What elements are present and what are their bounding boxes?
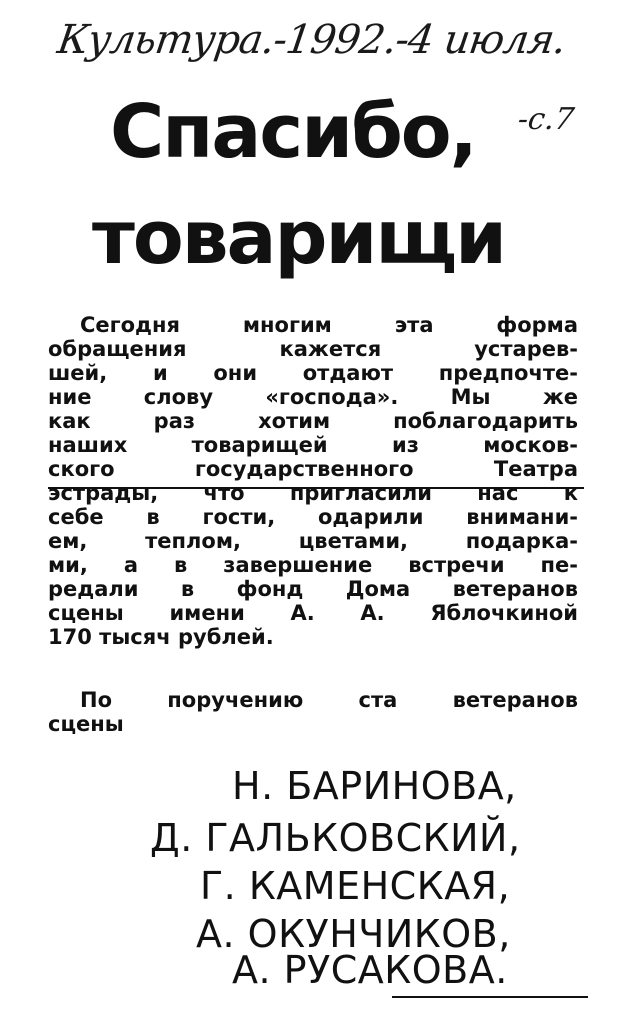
headline-line-2: товарищи [92, 195, 505, 281]
signatory-5: А. РУСАКОВА. [232, 948, 508, 992]
handwritten-page-reference: -с.7 [515, 102, 577, 137]
body-line-12: редали в фонд Дома ветеранов [48, 577, 578, 601]
body-line-8: эстрады, что пригласили нас к [48, 481, 578, 505]
body-line-6: наших товарищей из москов- [48, 433, 578, 457]
body-line-5: как раз хотим поблагодарить [48, 409, 578, 433]
signatory-3: Г. КАМЕНСКАЯ, [200, 864, 511, 908]
headline-line-1: Спасибо, [110, 89, 476, 175]
signatory-4: А. ОКУНЧИКОВ, [196, 912, 511, 956]
body-line-9: себе в гости, одарили внимани- [48, 505, 578, 529]
handwritten-source-note: Культура.-1992.-4 июля. [54, 17, 569, 63]
body-line-2: обращения кажется устарев- [48, 337, 578, 361]
body-line-13: сцены имени А. А. Яблочкиной [48, 601, 578, 625]
body-line-3: шей, и они отдают предпочте- [48, 361, 578, 385]
body-line-10: ем, теплом, цветами, подарка- [48, 529, 578, 553]
signatory-2: Д. ГАЛЬКОВСКИЙ, [150, 816, 521, 860]
body-line-11: ми, а в завершение встречи пе- [48, 553, 578, 577]
closing-line-1: По поручению ста ветеранов [80, 688, 578, 712]
body-line-7: ского государственного Театра [48, 457, 578, 481]
body-line-1: Сегодня многим эта форма [80, 313, 578, 337]
signatory-1: Н. БАРИНОВА, [232, 764, 517, 808]
body-line-4: ние слову «господа». Мы же [48, 385, 578, 409]
bottom-rule [392, 996, 588, 998]
body-line-14: 170 тысяч рублей. [48, 625, 274, 649]
closing-line-2: сцены [48, 712, 124, 736]
